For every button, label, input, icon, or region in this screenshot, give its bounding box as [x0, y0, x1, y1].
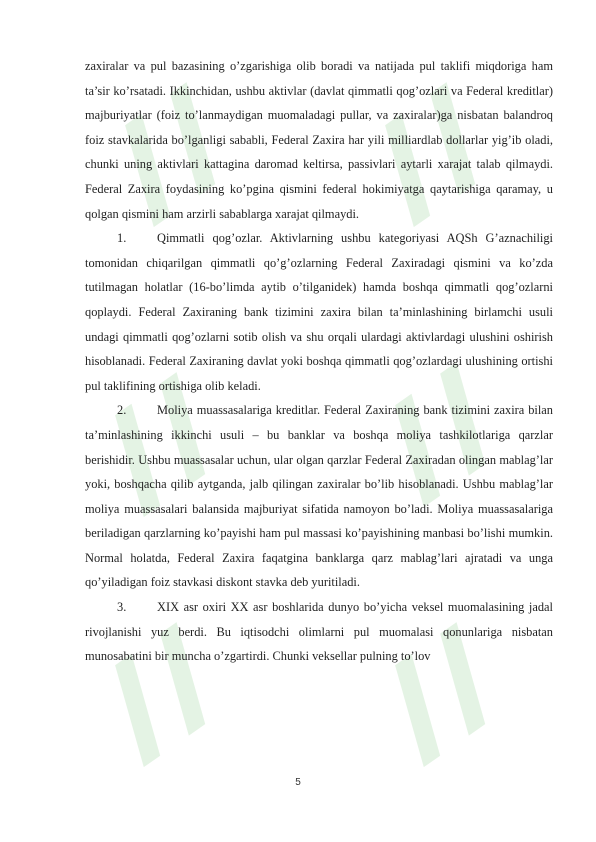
list-number: 3.: [117, 600, 127, 615]
list-number: 2.: [117, 403, 127, 418]
paragraph-item-1: [85, 226, 553, 398]
page-number: 5: [295, 777, 301, 788]
paragraph-item-3: [85, 595, 553, 669]
paragraph-text: XIX asr oxiri XX asr boshlarida dunyo bo’yicha veksel muomalasining jadal rivojlanishi yuz berdi. Bu iqtisodchi olimlarni pul muomalasi qonunlariga nisbatan munosabatini bir muncha o’zgartirdi. Chunki veksellar pulning to’lov: [85, 600, 553, 664]
paragraph-item-2: [85, 398, 553, 595]
paragraph-text: Moliya muassasalariga kreditlar. Federal Zaxiraning bank tizimini zaxira bilan ta’minlashining ikkinchi usuli – bu banklar va boshqa moliya tashkilotlariga qarzlar berishidir. Ushbu muassasalar uchun, ular olgan qarzlar Federal Zaxiradan olingan mablag’lar yoki, boshqacha qilib aytganda, jalb qilingan zaxiralar bo’lib hisoblanadi. Ushbu mablag’lar moliya muassasalari balansida majburiyat sifatida namoyon bo’ladi. Moliya muassasalariga beriladigan qarzlarning ko’payishi ham pul massasi ko’payishining manbasi bo’lishi mumkin. Normal holatda, Federal Zaxira faqatgina banklarga qarz mablag’lari ajratadi va unga qo’yiladigan foiz stavkasi diskont stavka deb yuritiladi.: [85, 403, 553, 590]
list-number: 1.: [117, 231, 127, 246]
paragraph-intro: zaxiralar va pul bazasining o’zgarishiga olib boradi va natijada pul taklifi miqdoriga ham ta’sir ko’rsatadi. Ikkinchidan, ushbu aktivlar (davlat qimmatli qog’ozlari va Federal kreditlar) majburiyatlar (foiz to’lanmaydigan muomaladagi pullar, va zaxiralar)ga nisbatan balandroq foiz stavkalarida bo’lganligi sababli, Federal Zaxira har yili milliardlab dollarlar yig’ib oladi, chunki uning aktivlari kattagina daromad keltirsa, passivlari aytarli xarajat talab qilmaydi. Federal Zaxira foydasining ko’pgina qismini federal hokimiyatga qaytarishiga qaramay, u qolgan qismini ham arzirli sabablarga xarajat qilmaydi.: [85, 59, 553, 221]
body-text: [85, 54, 553, 669]
paragraph-text: Qimmatli qog’ozlar. Aktivlarning ushbu kategoriyasi AQSh G’aznachiligi tomonidan chiqarilgan qimmatli qo’g’ozlarning Federal Zaxiradagi qismini va ko’zda tutilmagan holatlar (16-bo’limda aytib o’tilganidek) hamda boshqa qimmatli qog’ozlarni qoplaydi. Federal Zaxiraning bank tizimini zaxira bilan ta’minlashining birlamchi usuli undagi qimmatli qog’ozlarni sotib olish va shu orqali ulardagi aktivlardagi ulushini oshirish hisoblanadi. Federal Zaxiraning davlat yoki boshqa qimmatli qog’ozlardagi ulushining ortishi pul taklifining ortishiga olib keladi.: [85, 231, 553, 393]
